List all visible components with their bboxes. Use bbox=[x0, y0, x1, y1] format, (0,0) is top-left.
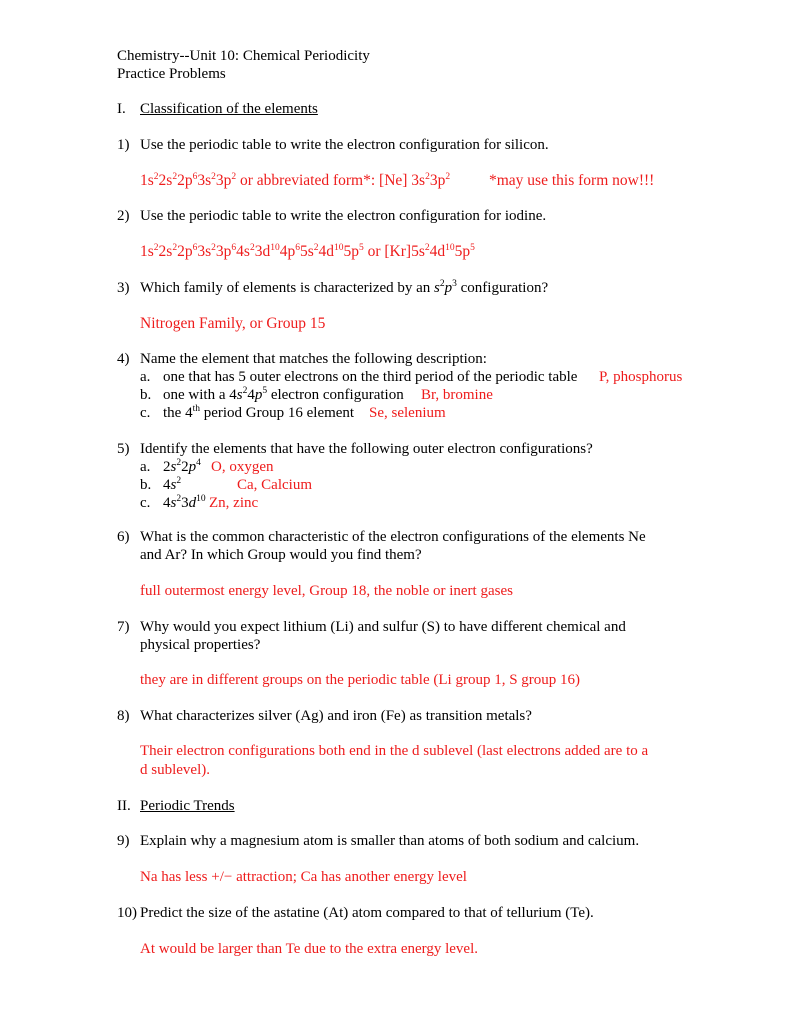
q5-c-config: $4s^23d^{10}$ bbox=[163, 494, 206, 511]
q4-c-text: the 4th period Group 16 element bbox=[163, 404, 355, 421]
q3-text: Which family of elements is characterized by an $s^2p^3$ configuration? bbox=[140, 279, 549, 296]
q10-text: Predict the size of the astatine (At) atom compared to that of tellurium (Te). bbox=[140, 905, 594, 921]
q1-number: 1) bbox=[117, 137, 130, 153]
q7-number: 7) bbox=[117, 619, 130, 635]
section-2-title: Periodic Trends bbox=[140, 798, 235, 814]
q5-c-answer: Zn, zinc bbox=[209, 495, 259, 511]
q5-b-answer: Ca, Calcium bbox=[237, 477, 312, 493]
q10-number: 10) bbox=[117, 905, 137, 921]
q2-text: Use the periodic table to write the electron configuration for iodine. bbox=[140, 208, 547, 224]
q8-answer-line1: Their electron configurations both end in the d sublevel (last electrons added are to a bbox=[140, 743, 649, 759]
q4-c-answer: Se, selenium bbox=[369, 405, 446, 421]
q4-b-answer: Br, bromine bbox=[421, 387, 493, 403]
q5-a-answer: O, oxygen bbox=[211, 459, 274, 475]
q7-answer: they are in different groups on the periodic table (Li group 1, S group 16) bbox=[140, 672, 581, 688]
q9-answer: Na has less +/− attraction; Ca has another energy level bbox=[140, 869, 467, 885]
section-2-number: II. bbox=[117, 798, 131, 814]
q5-number: 5) bbox=[117, 441, 130, 457]
q6-text-line2: and Ar? In which Group would you find them? bbox=[140, 547, 422, 563]
section-1-title: Classification of the elements bbox=[140, 101, 318, 117]
q1-answer: $1s^22s^22p^63s^23p^2$ or abbreviated form*: [Ne] $3s^23p^2$ bbox=[140, 172, 451, 189]
q4-c-label: c. bbox=[140, 405, 151, 421]
q5-text: Identify the elements that have the following outer electron configurations? bbox=[140, 441, 593, 457]
q4-b-label: b. bbox=[140, 387, 152, 403]
q1-text: Use the periodic table to write the electron configuration for silicon. bbox=[140, 137, 549, 153]
q6-number: 6) bbox=[117, 529, 130, 545]
q6-text-line1: What is the common characteristic of the electron configurations of the elements Ne bbox=[140, 529, 646, 545]
q10-answer: At would be larger than Te due to the extra energy level. bbox=[140, 941, 479, 957]
q7-text-line2: physical properties? bbox=[140, 637, 261, 653]
q4-a-text: one that has 5 outer electrons on the third period of the periodic table bbox=[163, 369, 578, 385]
q1-note: *may use this form now!!! bbox=[489, 172, 655, 189]
section-1-number: I. bbox=[117, 101, 126, 117]
q2-answer: $1s^22s^22p^63s^23p^64s^23d^{10}4p^65s^24d^{10}5p^5$ or $[Kr]5s^24d^{10}5p^5$ bbox=[140, 243, 475, 260]
q8-number: 8) bbox=[117, 708, 130, 724]
document-title: Chemistry--Unit 10: Chemical Periodicity bbox=[117, 48, 370, 64]
q4-b-text: one with a $4s^24p^5$ electron configuration bbox=[163, 386, 404, 403]
q2-number: 2) bbox=[117, 208, 130, 224]
q5-c-label: c. bbox=[140, 495, 151, 511]
q6-answer: full outermost energy level, Group 18, the noble or inert gases bbox=[140, 583, 513, 599]
q8-answer-line2: d sublevel). bbox=[140, 762, 210, 778]
q7-text-line1: Why would you expect lithium (Li) and sulfur (S) to have different chemical and bbox=[140, 619, 626, 635]
q3-answer: Nitrogen Family, or Group 15 bbox=[140, 315, 326, 332]
q4-text: Name the element that matches the following description: bbox=[140, 351, 487, 367]
q4-a-label: a. bbox=[140, 369, 151, 385]
q4-number: 4) bbox=[117, 351, 130, 367]
document-subtitle: Practice Problems bbox=[117, 66, 226, 82]
q9-text: Explain why a magnesium atom is smaller than atoms of both sodium and calcium. bbox=[140, 833, 640, 849]
q3-number: 3) bbox=[117, 280, 130, 296]
q2-answer-abbrev: or [Kr]5s bbox=[363, 243, 425, 260]
q5-a-label: a. bbox=[140, 459, 151, 475]
q9-number: 9) bbox=[117, 833, 130, 849]
q5-b-label: b. bbox=[140, 477, 152, 493]
q5-b-config: $4s^2$ bbox=[163, 476, 182, 493]
q8-text: What characterizes silver (Ag) and iron (Fe) as transition metals? bbox=[140, 708, 532, 724]
q4-a-answer: P, phosphorus bbox=[599, 369, 683, 385]
q5-a-config: $2s^22p^4$ bbox=[163, 458, 201, 475]
q1-answer-abbrev: or abbreviated form*: [Ne] 3s bbox=[240, 172, 426, 189]
